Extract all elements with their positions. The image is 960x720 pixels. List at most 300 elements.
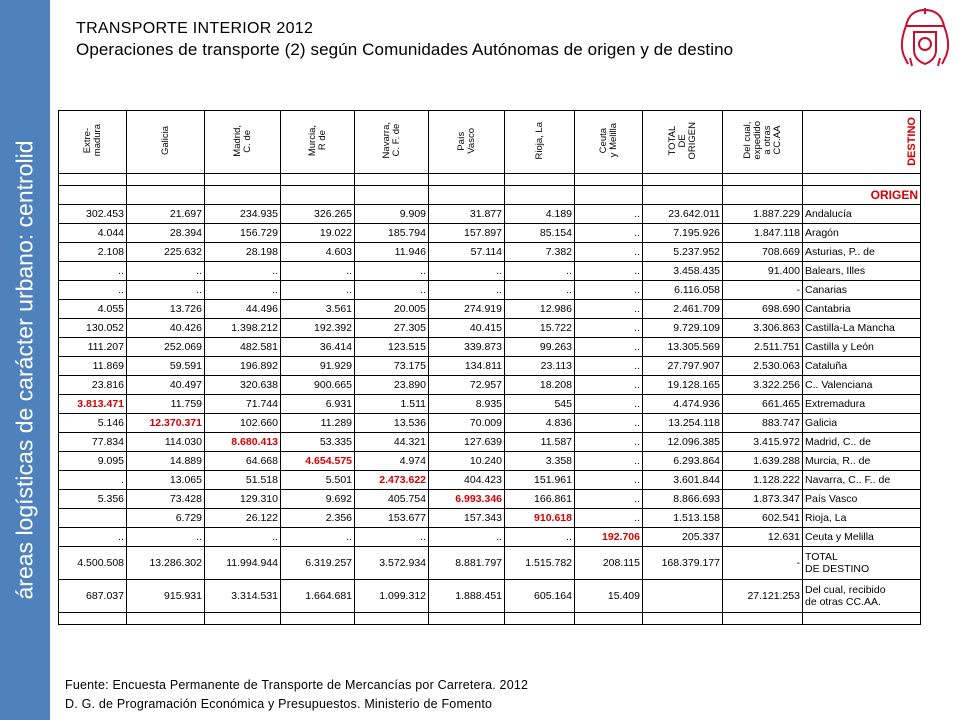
row-label: Andalucía — [803, 205, 921, 224]
table-cell: 7.195.926 — [643, 224, 723, 243]
table-cell: 3.314.531 — [205, 580, 281, 613]
table-row — [59, 452, 921, 471]
table-cell: 114.030 — [127, 433, 205, 452]
empty-cell — [505, 174, 575, 186]
table-cell: 130.052 — [59, 319, 127, 338]
row-label: Rioja, La — [803, 509, 921, 528]
table-cell: 31.877 — [429, 205, 505, 224]
table-cell: 6.293.864 — [643, 452, 723, 471]
table-cell: .. — [429, 528, 505, 547]
row-label: País Vasco — [803, 490, 921, 509]
table-cell: 23.816 — [59, 376, 127, 395]
table-cell: 3.415.972 — [723, 433, 803, 452]
table-cell: 11.869 — [59, 357, 127, 376]
table-cell: 91.929 — [281, 357, 355, 376]
table-cell: .. — [281, 262, 355, 281]
row-label: Galicia — [803, 414, 921, 433]
table-cell: 13.726 — [127, 300, 205, 319]
row-label: Castilla-La Mancha — [803, 319, 921, 338]
table-cell: 19.128.165 — [643, 376, 723, 395]
table-cell: 18.208 — [505, 376, 575, 395]
table-cell: 44.496 — [205, 300, 281, 319]
row-label: Aragón — [803, 224, 921, 243]
row-label: Del cual, recibido de otras CC.AA. — [803, 580, 921, 613]
table-cell: 157.343 — [429, 509, 505, 528]
table-row — [59, 338, 921, 357]
table-cell: 2.356 — [281, 509, 355, 528]
table-cell: .. — [205, 262, 281, 281]
column-header-label: Galicia — [159, 125, 171, 156]
table-cell: 129.310 — [205, 490, 281, 509]
source-note — [65, 676, 528, 714]
table-row — [59, 319, 921, 338]
table-cell: .. — [575, 319, 643, 338]
table-cell: 14.889 — [127, 452, 205, 471]
row-label: Extremadura — [803, 395, 921, 414]
table-cell: 13.305.569 — [643, 338, 723, 357]
table-cell: 1.128.222 — [723, 471, 803, 490]
column-header — [281, 111, 355, 174]
origen-row — [59, 186, 921, 205]
row-label: C.. Valenciana — [803, 376, 921, 395]
table-cell: 9.909 — [355, 205, 429, 224]
page-title: TRANSPORTE INTERIOR 2012 — [76, 20, 314, 37]
transport-table — [58, 110, 921, 625]
table-cell: 661.465 — [723, 395, 803, 414]
table-cell — [59, 509, 127, 528]
empty-cell — [643, 613, 723, 625]
empty-cell — [205, 613, 281, 625]
table-row — [59, 205, 921, 224]
table-cell: 11.289 — [281, 414, 355, 433]
table-cell: .. — [575, 300, 643, 319]
row-label: Castilla y León — [803, 338, 921, 357]
table-row — [59, 433, 921, 452]
table-cell: .. — [575, 509, 643, 528]
empty-cell — [127, 186, 205, 205]
column-header-label: TOTAL DE ORIGEN — [666, 121, 698, 160]
table-cell: 21.697 — [127, 205, 205, 224]
table-cell: 8.866.693 — [643, 490, 723, 509]
table-cell: 1.888.451 — [429, 580, 505, 613]
table-row — [59, 414, 921, 433]
empty-cell — [355, 174, 429, 186]
table-cell: 3.813.471 — [59, 395, 127, 414]
table-cell: 2.511.751 — [723, 338, 803, 357]
table-cell: 168.379.177 — [643, 547, 723, 580]
table-cell: 156.729 — [205, 224, 281, 243]
column-header-label: Extre- madura — [81, 124, 103, 157]
table-cell: 20.005 — [355, 300, 429, 319]
table-cell: .. — [355, 262, 429, 281]
table-cell: .. — [575, 224, 643, 243]
table-cell: .. — [575, 433, 643, 452]
table-cell: 23.113 — [505, 357, 575, 376]
table-cell: 99.263 — [505, 338, 575, 357]
table-cell: .. — [505, 528, 575, 547]
table-cell: 192.392 — [281, 319, 355, 338]
table-cell: 1.639.288 — [723, 452, 803, 471]
table-cell: .. — [575, 281, 643, 300]
spacer-row — [59, 613, 921, 625]
table-cell: 11.759 — [127, 395, 205, 414]
table-cell: 57.114 — [429, 243, 505, 262]
empty-cell — [429, 613, 505, 625]
table-cell: 1.099.312 — [355, 580, 429, 613]
sidebar-band — [0, 0, 50, 720]
table-cell: 13.254.118 — [643, 414, 723, 433]
table-cell: .. — [355, 281, 429, 300]
table-cell: 13.286.302 — [127, 547, 205, 580]
table-cell: 19.022 — [281, 224, 355, 243]
table-cell: .. — [281, 528, 355, 547]
column-header — [723, 111, 803, 174]
table-cell: 12.631 — [723, 528, 803, 547]
table-row — [59, 509, 921, 528]
column-header-label: Rioja, La — [533, 121, 545, 160]
row-label: Murcia, R.. de — [803, 452, 921, 471]
table-cell: 4.836 — [505, 414, 575, 433]
table-cell: 405.754 — [355, 490, 429, 509]
empty-cell — [429, 186, 505, 205]
empty-cell — [575, 186, 643, 205]
table-cell: 3.601.844 — [643, 471, 723, 490]
column-header-label: Del cual, expedido a otras CC.AA — [741, 121, 783, 160]
table-row — [59, 471, 921, 490]
empty-cell — [281, 186, 355, 205]
table-row — [59, 528, 921, 547]
header-row — [59, 111, 921, 174]
table-cell: 3.322.256 — [723, 376, 803, 395]
table-cell: - — [723, 547, 803, 580]
empty-cell — [643, 174, 723, 186]
table-cell: 2.108 — [59, 243, 127, 262]
table-cell: 91.400 — [723, 262, 803, 281]
table-cell: 166.861 — [505, 490, 575, 509]
table-cell: 5.146 — [59, 414, 127, 433]
table-cell: 208.115 — [575, 547, 643, 580]
column-header-label: Navarra, C. F. de — [380, 122, 402, 159]
table-cell: 5.501 — [281, 471, 355, 490]
table-cell: 23.642.011 — [643, 205, 723, 224]
column-header — [127, 111, 205, 174]
empty-cell — [281, 613, 355, 625]
table-cell: 4.974 — [355, 452, 429, 471]
row-label: Asturias, P.. de — [803, 243, 921, 262]
origen-label: ORIGEN — [803, 186, 921, 205]
table-cell: .. — [575, 338, 643, 357]
table-cell: .. — [575, 395, 643, 414]
table-cell: 15.722 — [505, 319, 575, 338]
table-row — [59, 262, 921, 281]
table-cell: 1.515.782 — [505, 547, 575, 580]
table-cell: .. — [205, 281, 281, 300]
table-cell: .. — [575, 357, 643, 376]
table-row — [59, 395, 921, 414]
table-cell: 2.530.063 — [723, 357, 803, 376]
table-cell: 687.037 — [59, 580, 127, 613]
column-header-label: Murcia, R de — [306, 124, 328, 157]
table-cell: 3.458.435 — [643, 262, 723, 281]
table-cell: 6.319.257 — [281, 547, 355, 580]
table-cell: 151.961 — [505, 471, 575, 490]
table-cell: 8.935 — [429, 395, 505, 414]
table-cell: 26.122 — [205, 509, 281, 528]
page-subtitle: Operaciones de transporte (2) según Comunidades Autónomas de origen y de destino — [76, 40, 734, 59]
table-cell: .. — [281, 281, 355, 300]
table-row — [59, 224, 921, 243]
table-cell: 196.892 — [205, 357, 281, 376]
table-cell: 13.536 — [355, 414, 429, 433]
column-header — [59, 111, 127, 174]
empty-cell — [723, 613, 803, 625]
table-cell: .. — [205, 528, 281, 547]
column-header-label: País Vasco — [455, 127, 477, 154]
table-cell: 5.356 — [59, 490, 127, 509]
table-cell: .. — [575, 205, 643, 224]
spacer-row — [59, 174, 921, 186]
table-cell: .. — [575, 452, 643, 471]
table-cell: . — [59, 471, 127, 490]
cardinal-coat-of-arms-icon — [896, 6, 954, 72]
table-row — [59, 243, 921, 262]
row-label: Canarias — [803, 281, 921, 300]
table-cell: 192.706 — [575, 528, 643, 547]
table-cell: 27.305 — [355, 319, 429, 338]
empty-cell — [59, 186, 127, 205]
empty-cell — [505, 613, 575, 625]
column-header — [643, 111, 723, 174]
table-cell: 3.306.863 — [723, 319, 803, 338]
table-cell: 15.409 — [575, 580, 643, 613]
table-cell: .. — [127, 528, 205, 547]
table-cell: 12.986 — [505, 300, 575, 319]
table-cell: 915.931 — [127, 580, 205, 613]
table-cell: 482.581 — [205, 338, 281, 357]
table-row — [59, 281, 921, 300]
table-cell: 1.511 — [355, 395, 429, 414]
table-cell: 7.382 — [505, 243, 575, 262]
table-cell: 1.513.158 — [643, 509, 723, 528]
table-cell: .. — [575, 414, 643, 433]
table-cell: - — [723, 281, 803, 300]
table-cell: 64.668 — [205, 452, 281, 471]
received-row — [59, 580, 921, 613]
table-cell: 9.692 — [281, 490, 355, 509]
empty-cell — [127, 174, 205, 186]
row-label: Cantabria — [803, 300, 921, 319]
table-cell: 72.957 — [429, 376, 505, 395]
table-cell: 2.461.709 — [643, 300, 723, 319]
table-cell: 23.890 — [355, 376, 429, 395]
source-line-2: D. G. de Programación Económica y Presupuestos. Ministerio de Fomento — [65, 697, 493, 711]
table-cell: 111.207 — [59, 338, 127, 357]
table-cell: 73.175 — [355, 357, 429, 376]
table-cell: 73.428 — [127, 490, 205, 509]
table-cell: 234.935 — [205, 205, 281, 224]
empty-cell — [355, 613, 429, 625]
table-cell: 6.116.058 — [643, 281, 723, 300]
table-cell: 12.370.371 — [127, 414, 205, 433]
destino-label: DESTINO — [906, 117, 918, 166]
row-label: Madrid, C.. de — [803, 433, 921, 452]
table-cell: 302.453 — [59, 205, 127, 224]
table-cell: 2.473.622 — [355, 471, 429, 490]
empty-cell — [281, 174, 355, 186]
table-cell: 11.946 — [355, 243, 429, 262]
table-cell: 4.654.575 — [281, 452, 355, 471]
table-row — [59, 490, 921, 509]
row-label: Cataluña — [803, 357, 921, 376]
table-row — [59, 300, 921, 319]
table-cell: 123.515 — [355, 338, 429, 357]
source-line-1: Fuente: Encuesta Permanente de Transporte de Mercancías por Carretera. 2012 — [65, 678, 529, 692]
table-cell: 339.873 — [429, 338, 505, 357]
table-cell: 8.881.797 — [429, 547, 505, 580]
table-cell: .. — [505, 281, 575, 300]
row-label: Navarra, C.. F.. de — [803, 471, 921, 490]
table-cell: 4.189 — [505, 205, 575, 224]
empty-cell — [575, 613, 643, 625]
table-cell: 3.358 — [505, 452, 575, 471]
table-cell: 274.919 — [429, 300, 505, 319]
table-cell: 6.931 — [281, 395, 355, 414]
table-cell: 320.638 — [205, 376, 281, 395]
table-cell: 326.265 — [281, 205, 355, 224]
empty-cell — [205, 186, 281, 205]
table-cell: 602.541 — [723, 509, 803, 528]
table-cell: 8.680.413 — [205, 433, 281, 452]
empty-cell — [127, 613, 205, 625]
table-cell: 71.744 — [205, 395, 281, 414]
table-cell: 9.729.109 — [643, 319, 723, 338]
table-cell: 59.591 — [127, 357, 205, 376]
empty-cell — [643, 186, 723, 205]
column-header — [575, 111, 643, 174]
transport-table-container — [58, 110, 920, 625]
table-cell: 910.618 — [505, 509, 575, 528]
table-cell: 40.497 — [127, 376, 205, 395]
table-cell: 1.887.229 — [723, 205, 803, 224]
table-cell: 1.873.347 — [723, 490, 803, 509]
row-label: TOTAL DE DESTINO — [803, 547, 921, 580]
table-cell: 6.993.346 — [429, 490, 505, 509]
table-cell: 5.237.952 — [643, 243, 723, 262]
table-cell: 4.500.508 — [59, 547, 127, 580]
empty-cell — [723, 174, 803, 186]
empty-cell — [803, 613, 921, 625]
table-cell: 1.847.118 — [723, 224, 803, 243]
table-cell: 70.009 — [429, 414, 505, 433]
table-cell — [643, 580, 723, 613]
table-row — [59, 376, 921, 395]
table-cell: 36.414 — [281, 338, 355, 357]
table-cell: .. — [429, 281, 505, 300]
table-cell: 11.587 — [505, 433, 575, 452]
table-cell: 3.572.934 — [355, 547, 429, 580]
table-cell: 4.603 — [281, 243, 355, 262]
table-cell: 28.394 — [127, 224, 205, 243]
column-header — [355, 111, 429, 174]
table-cell: .. — [575, 490, 643, 509]
row-label: Ceuta y Melilla — [803, 528, 921, 547]
table-cell: 157.897 — [429, 224, 505, 243]
table-cell: .. — [127, 262, 205, 281]
table-cell: .. — [59, 262, 127, 281]
table-cell: 153.677 — [355, 509, 429, 528]
table-cell: .. — [575, 376, 643, 395]
empty-cell — [505, 186, 575, 205]
empty-cell — [575, 174, 643, 186]
table-cell: 10.240 — [429, 452, 505, 471]
table-row — [59, 357, 921, 376]
empty-cell — [803, 174, 921, 186]
table-cell: 40.426 — [127, 319, 205, 338]
table-cell: .. — [575, 262, 643, 281]
column-header — [205, 111, 281, 174]
table-cell: .. — [575, 243, 643, 262]
table-cell: 11.994.944 — [205, 547, 281, 580]
table-cell: .. — [355, 528, 429, 547]
table-cell: 4.474.936 — [643, 395, 723, 414]
column-header — [505, 111, 575, 174]
empty-cell — [355, 186, 429, 205]
table-cell: 1.398.212 — [205, 319, 281, 338]
table-cell: 127.639 — [429, 433, 505, 452]
table-cell: 3.561 — [281, 300, 355, 319]
table-cell: 1.664.681 — [281, 580, 355, 613]
table-cell: 900.665 — [281, 376, 355, 395]
table-cell: .. — [429, 262, 505, 281]
table-cell: .. — [505, 262, 575, 281]
sidebar-caption: áreas logísticas de carácter urbano: centrolid — [11, 140, 38, 600]
table-cell: 27.121.253 — [723, 580, 803, 613]
table-cell: 12.096.385 — [643, 433, 723, 452]
empty-cell — [723, 186, 803, 205]
table-cell: 85.154 — [505, 224, 575, 243]
table-cell: 51.518 — [205, 471, 281, 490]
table-cell: 605.164 — [505, 580, 575, 613]
table-cell: 53.335 — [281, 433, 355, 452]
table-cell: 77.834 — [59, 433, 127, 452]
table-cell: 4.044 — [59, 224, 127, 243]
row-label: Balears, Illes — [803, 262, 921, 281]
empty-cell — [59, 613, 127, 625]
table-cell: .. — [59, 281, 127, 300]
table-cell: 185.794 — [355, 224, 429, 243]
table-cell: 708.669 — [723, 243, 803, 262]
table-cell: .. — [575, 471, 643, 490]
table-cell: 545 — [505, 395, 575, 414]
header — [76, 20, 733, 60]
table-cell: .. — [127, 281, 205, 300]
table-cell: 9.095 — [59, 452, 127, 471]
table-cell: .. — [59, 528, 127, 547]
table-cell: 13.065 — [127, 471, 205, 490]
table-cell: 44.321 — [355, 433, 429, 452]
destino-header — [803, 111, 921, 174]
table-cell: 698.690 — [723, 300, 803, 319]
table-cell: 27.797.907 — [643, 357, 723, 376]
table-cell: 225.632 — [127, 243, 205, 262]
empty-cell — [429, 174, 505, 186]
column-header-label: Madrid, C. de — [231, 124, 253, 157]
total-row — [59, 547, 921, 580]
column-header — [429, 111, 505, 174]
empty-cell — [59, 174, 127, 186]
table-cell: 6.729 — [127, 509, 205, 528]
table-cell: 28.198 — [205, 243, 281, 262]
